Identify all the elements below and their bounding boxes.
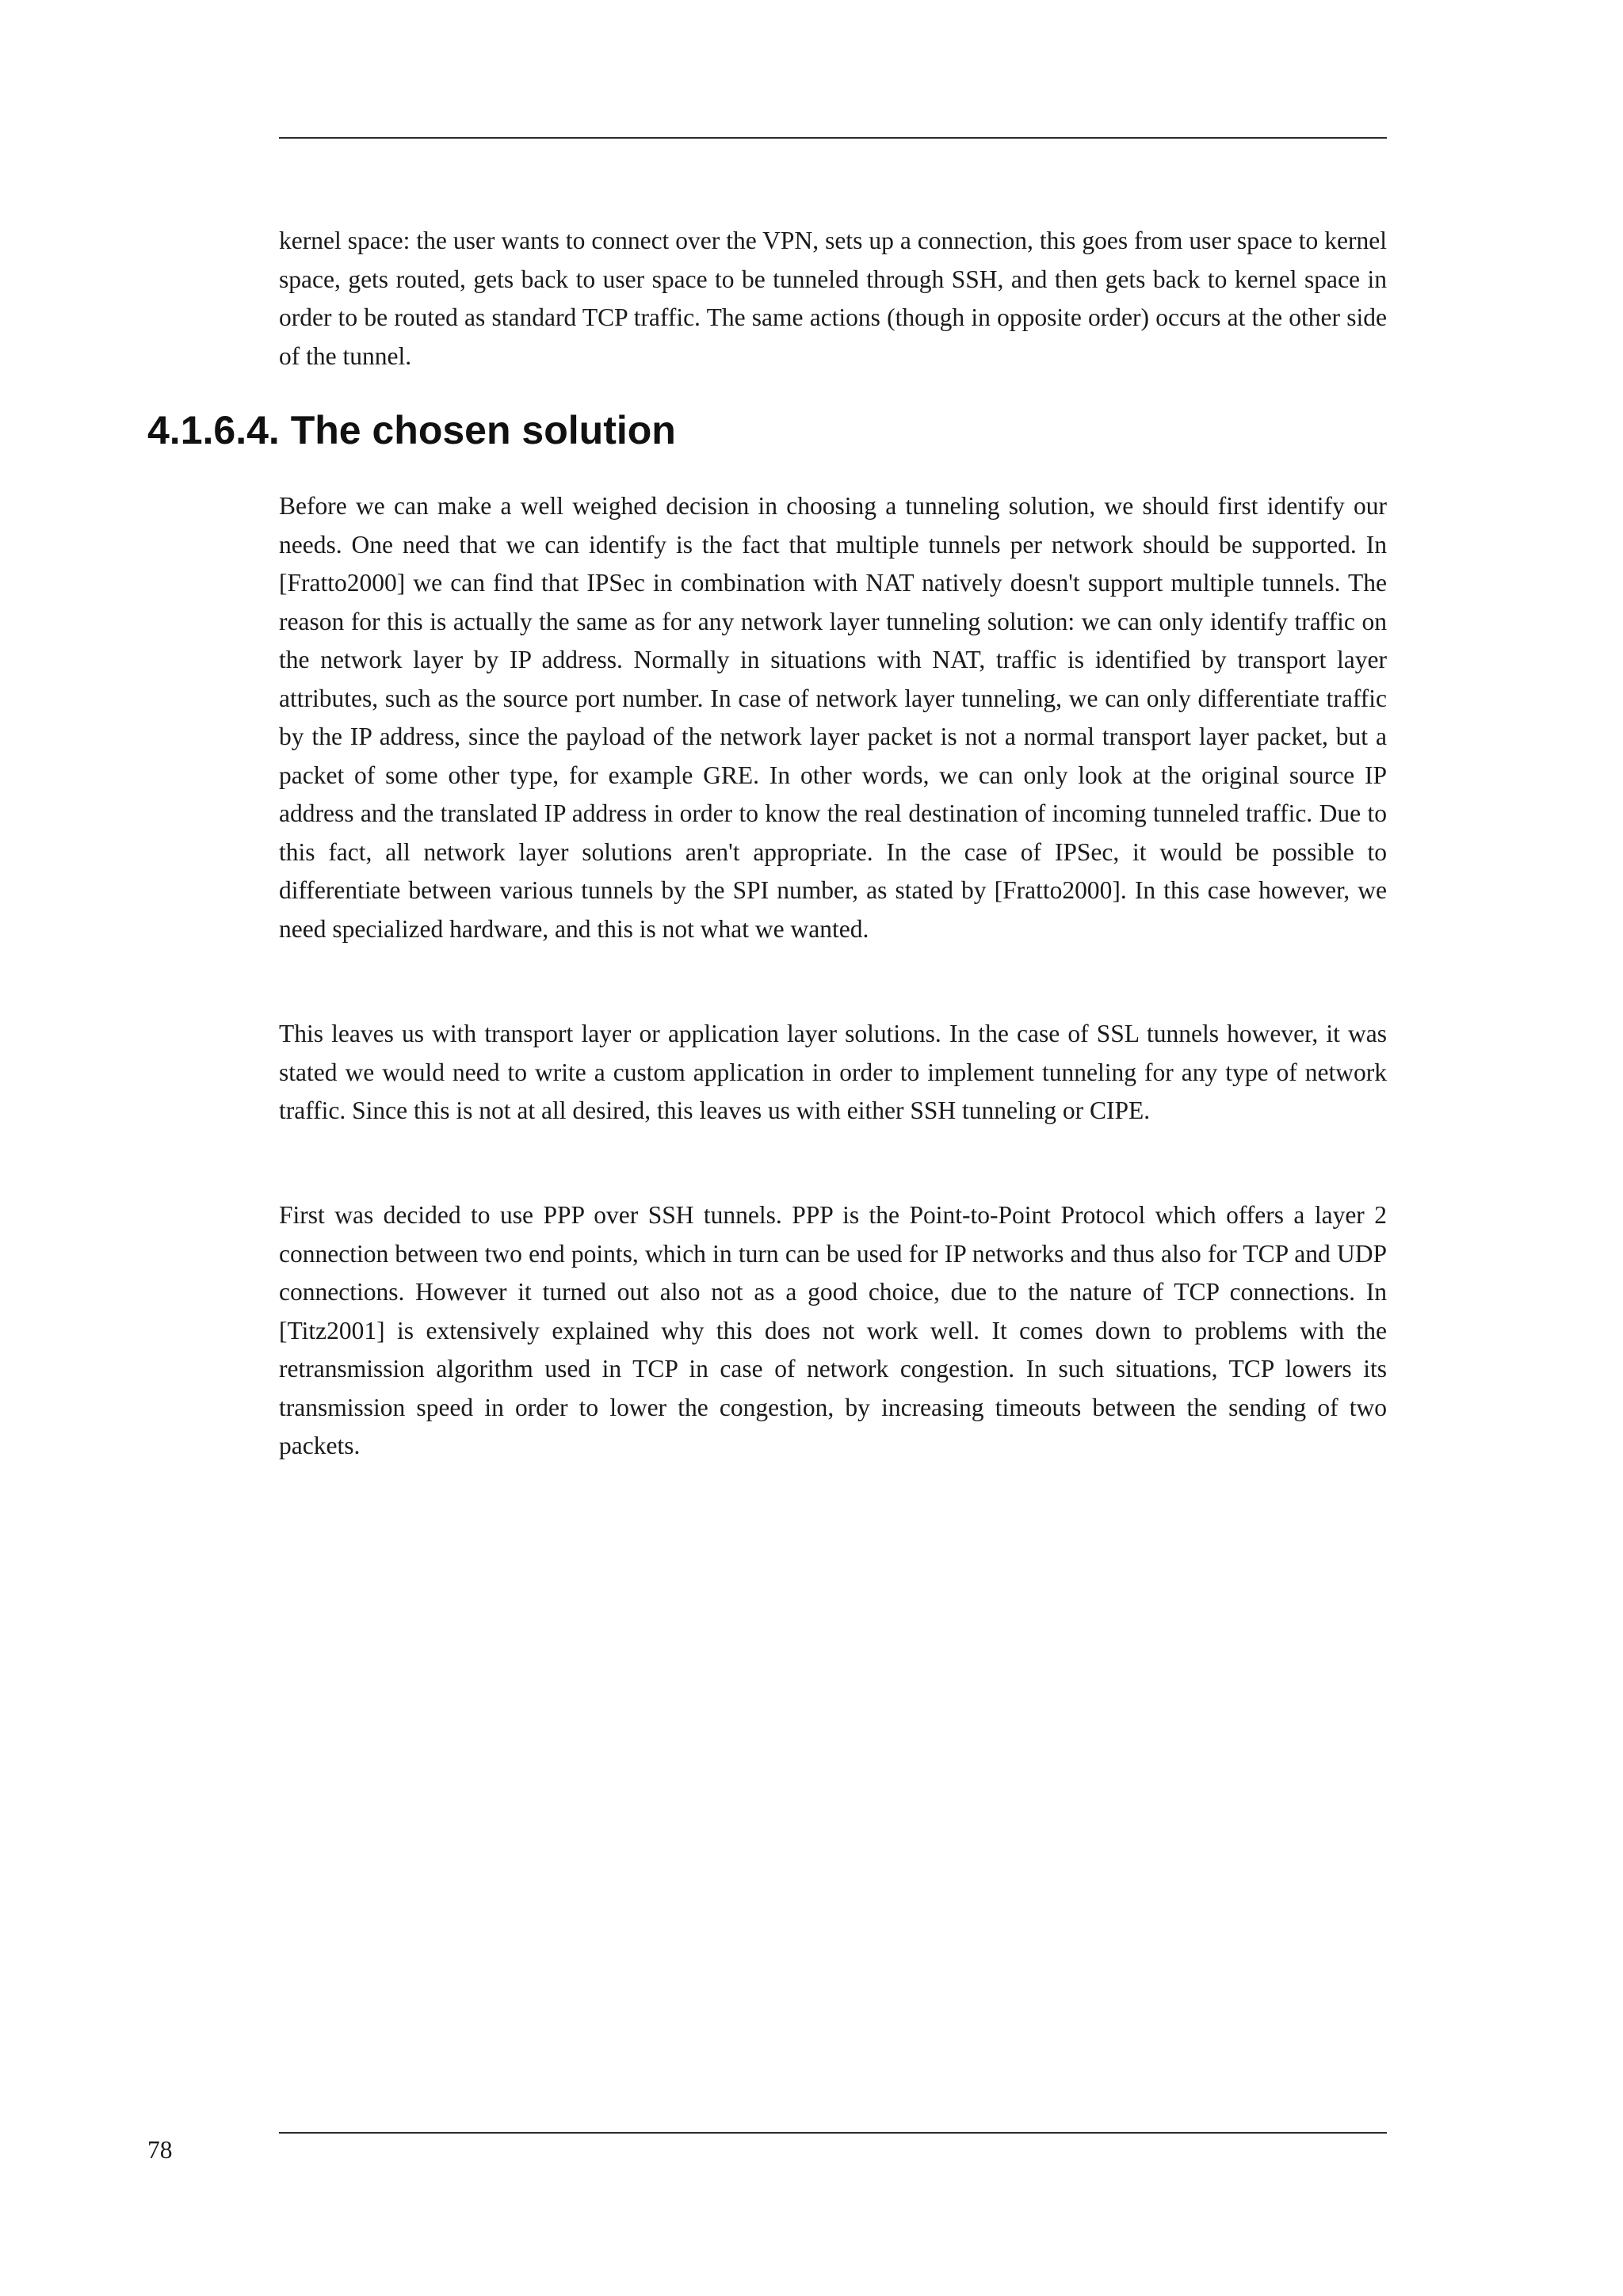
body-paragraph-2: This leaves us with transport layer or application layer solutions. In the case of SSL tunnels however, it was stated we would need to write a custom application in order to implement tunneling for any type of network traffic. Since this is not at all desired, this leaves us with either SSH tunneling or CIPE. bbox=[279, 1020, 1387, 1124]
footer-rule bbox=[279, 2132, 1387, 2134]
intro-paragraph: kernel space: the user wants to connect over the VPN, sets up a connection, this goes from user space to kernel space, gets routed, gets back to user space to be tunneled through SSH, and then gets back to kernel space in order to be routed as standard TCP traffic. The same actions (though in opposite order) occurs at the other side of the tunnel. bbox=[279, 227, 1387, 370]
body-paragraph-1: Before we can make a well weighed decision in choosing a tunneling solution, we should first identify our needs. One need that we can identify is the fact that multiple tunnels per network should be supported. In [Fratto2000] we can find that IPSec in combination with NAT natively doesn't support multiple tunnels. The reason for this is actually the same as for any network layer tunneling solution: we can only identify traffic on the network layer by IP address. Normally in situations with NAT, traffic is identified by transport layer attributes, such as the source port number. In case of network layer tunneling, we can only differentiate traffic by the IP address, since the payload of the network layer packet is not a normal transport layer packet, but a packet of some other type, for example GRE. In other words, we can only look at the original source IP address and the translated IP address in order to know the real destination of incoming tunneled traffic. Due to this fact, all network layer solutions aren't appropriate. In the case of IPSec, it would be possible to differentiate between various tunnels by the SPI number, as stated by [Fratto2000]. In this case however, we need specialized hardware, and this is not what we wanted. bbox=[279, 492, 1387, 943]
body-paragraph-3: First was decided to use PPP over SSH tunnels. PPP is the Point-to-Point Protocol which offers a layer 2 connection between two end points, which in turn can be used for IP networks and thus also for TCP and UDP connections. However it turned out also not as a good choice, due to the nature of TCP connections. In [Titz2001] is extensively explained why this does not work well. It comes down to problems with the retransmission algorithm used in TCP in case of network congestion. In such situations, TCP lowers its transmission speed in order to lower the congestion, by increasing timeouts between the sending of two packets. bbox=[279, 1201, 1387, 1459]
page-number: 78 bbox=[147, 2136, 173, 2164]
section-heading: 4.1.6.4. The chosen solution bbox=[147, 408, 676, 452]
header-rule bbox=[279, 137, 1387, 139]
